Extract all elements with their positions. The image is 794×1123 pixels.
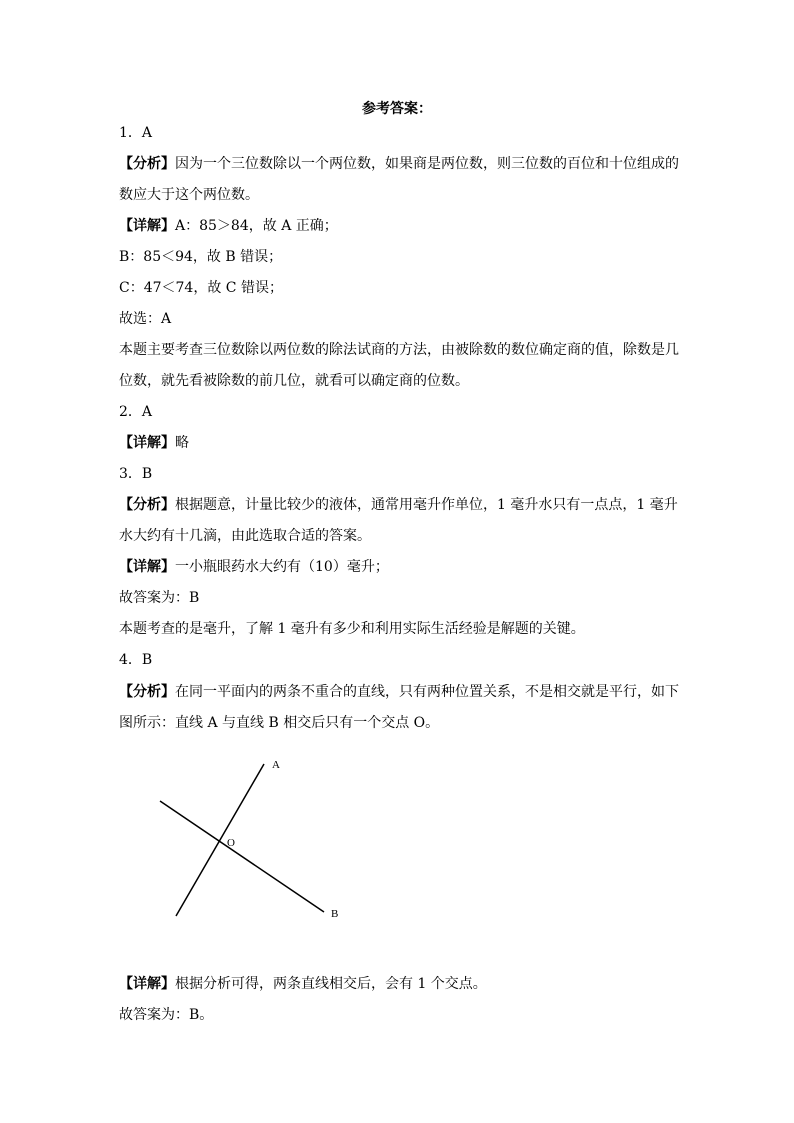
answer-3-analysis-cont [119, 526, 679, 546]
answer-1-analysis [119, 154, 679, 174]
answer-1-number [119, 123, 679, 143]
answer-3-choice [119, 588, 679, 608]
line-text: 2．A [119, 404, 153, 420]
label-b: B [331, 908, 339, 920]
answer-3-detail [119, 557, 679, 577]
answer-1-detail [119, 216, 679, 236]
line-text: 根据题意，计量比较少的液体，通常用毫升作单位，1 毫升水只有一点点，1 毫升 [175, 497, 678, 513]
answer-1-summary [119, 340, 679, 360]
line-text: 本题考查的是毫升，了解 1 毫升有多少和利用实际生活经验是解题的关键。 [119, 621, 585, 637]
line-a [176, 764, 264, 916]
answer-2-number [119, 402, 679, 422]
line-text: 因为一个三位数除以一个两位数，如果商是两位数，则三位数的百位和十位组成的 [175, 156, 679, 172]
answer-4-choice [119, 1005, 679, 1025]
line-text: 数应大于这个两位数。 [119, 187, 259, 203]
line-text: 本题主要考查三位数除以两位数的除法试商的方法，由被除数的数位确定商的值，除数是几 [119, 342, 679, 358]
line-text: 略 [175, 435, 189, 451]
answer-3-summary [119, 619, 679, 639]
analysis-tag: 【分析】 [119, 156, 175, 172]
answer-1-option-b [119, 247, 679, 267]
answer-4-analysis-cont [119, 713, 679, 733]
line-b [160, 801, 324, 912]
detail-tag: 【详解】 [119, 976, 175, 992]
line-text: 故答案为：B。 [119, 1007, 214, 1023]
line-text: 水大约有十几滴，由此选取合适的答案。 [119, 528, 371, 544]
answer-3-analysis [119, 495, 679, 515]
line-text: 在同一平面内的两条不重合的直线，只有两种位置关系，不是相交就是平行，如下 [175, 684, 679, 700]
detail-tag: 【详解】 [119, 218, 175, 234]
line-text: 4．B [119, 652, 153, 668]
intersecting-lines-figure [150, 752, 350, 927]
answer-4-number [119, 650, 679, 670]
line-text: 图所示：直线 A 与直线 B 相交后只有一个交点 O。 [119, 715, 440, 731]
intersecting-lines-diagram [150, 752, 350, 927]
label-a: A [272, 759, 280, 771]
detail-tag: 【详解】 [119, 435, 175, 451]
line-text: 故答案为：B [119, 590, 200, 606]
analysis-tag: 【分析】 [119, 497, 175, 513]
line-text: 位数，就先看被除数的前几位，就看可以确定商的位数。 [119, 373, 469, 389]
page-title: 参考答案： [362, 101, 432, 117]
line-text: C：47＜74，故 C 错误； [119, 280, 283, 296]
analysis-tag: 【分析】 [119, 684, 175, 700]
answer-1-option-c [119, 278, 679, 298]
line-text: 根据分析可得，两条直线相交后，会有 1 个交点。 [175, 976, 487, 992]
answer-1-analysis-cont [119, 185, 679, 205]
answer-4-detail [119, 974, 679, 994]
answer-1-summary-cont [119, 371, 679, 391]
line-text: 一小瓶眼药水大约有（10）毫升； [175, 559, 389, 575]
line-text: A：85＞84，故 A 正确； [175, 218, 338, 234]
label-o: O [227, 837, 235, 849]
line-text: 3．B [119, 466, 153, 482]
answer-1-choice [119, 309, 679, 329]
answer-4-analysis [119, 682, 679, 702]
answer-3-number [119, 464, 679, 484]
answer-2-detail [119, 433, 679, 453]
line-text: B：85＜94，故 B 错误； [119, 249, 283, 265]
line-text: 故选：A [119, 311, 172, 327]
detail-tag: 【详解】 [119, 559, 175, 575]
line-text: 1．A [119, 125, 153, 141]
